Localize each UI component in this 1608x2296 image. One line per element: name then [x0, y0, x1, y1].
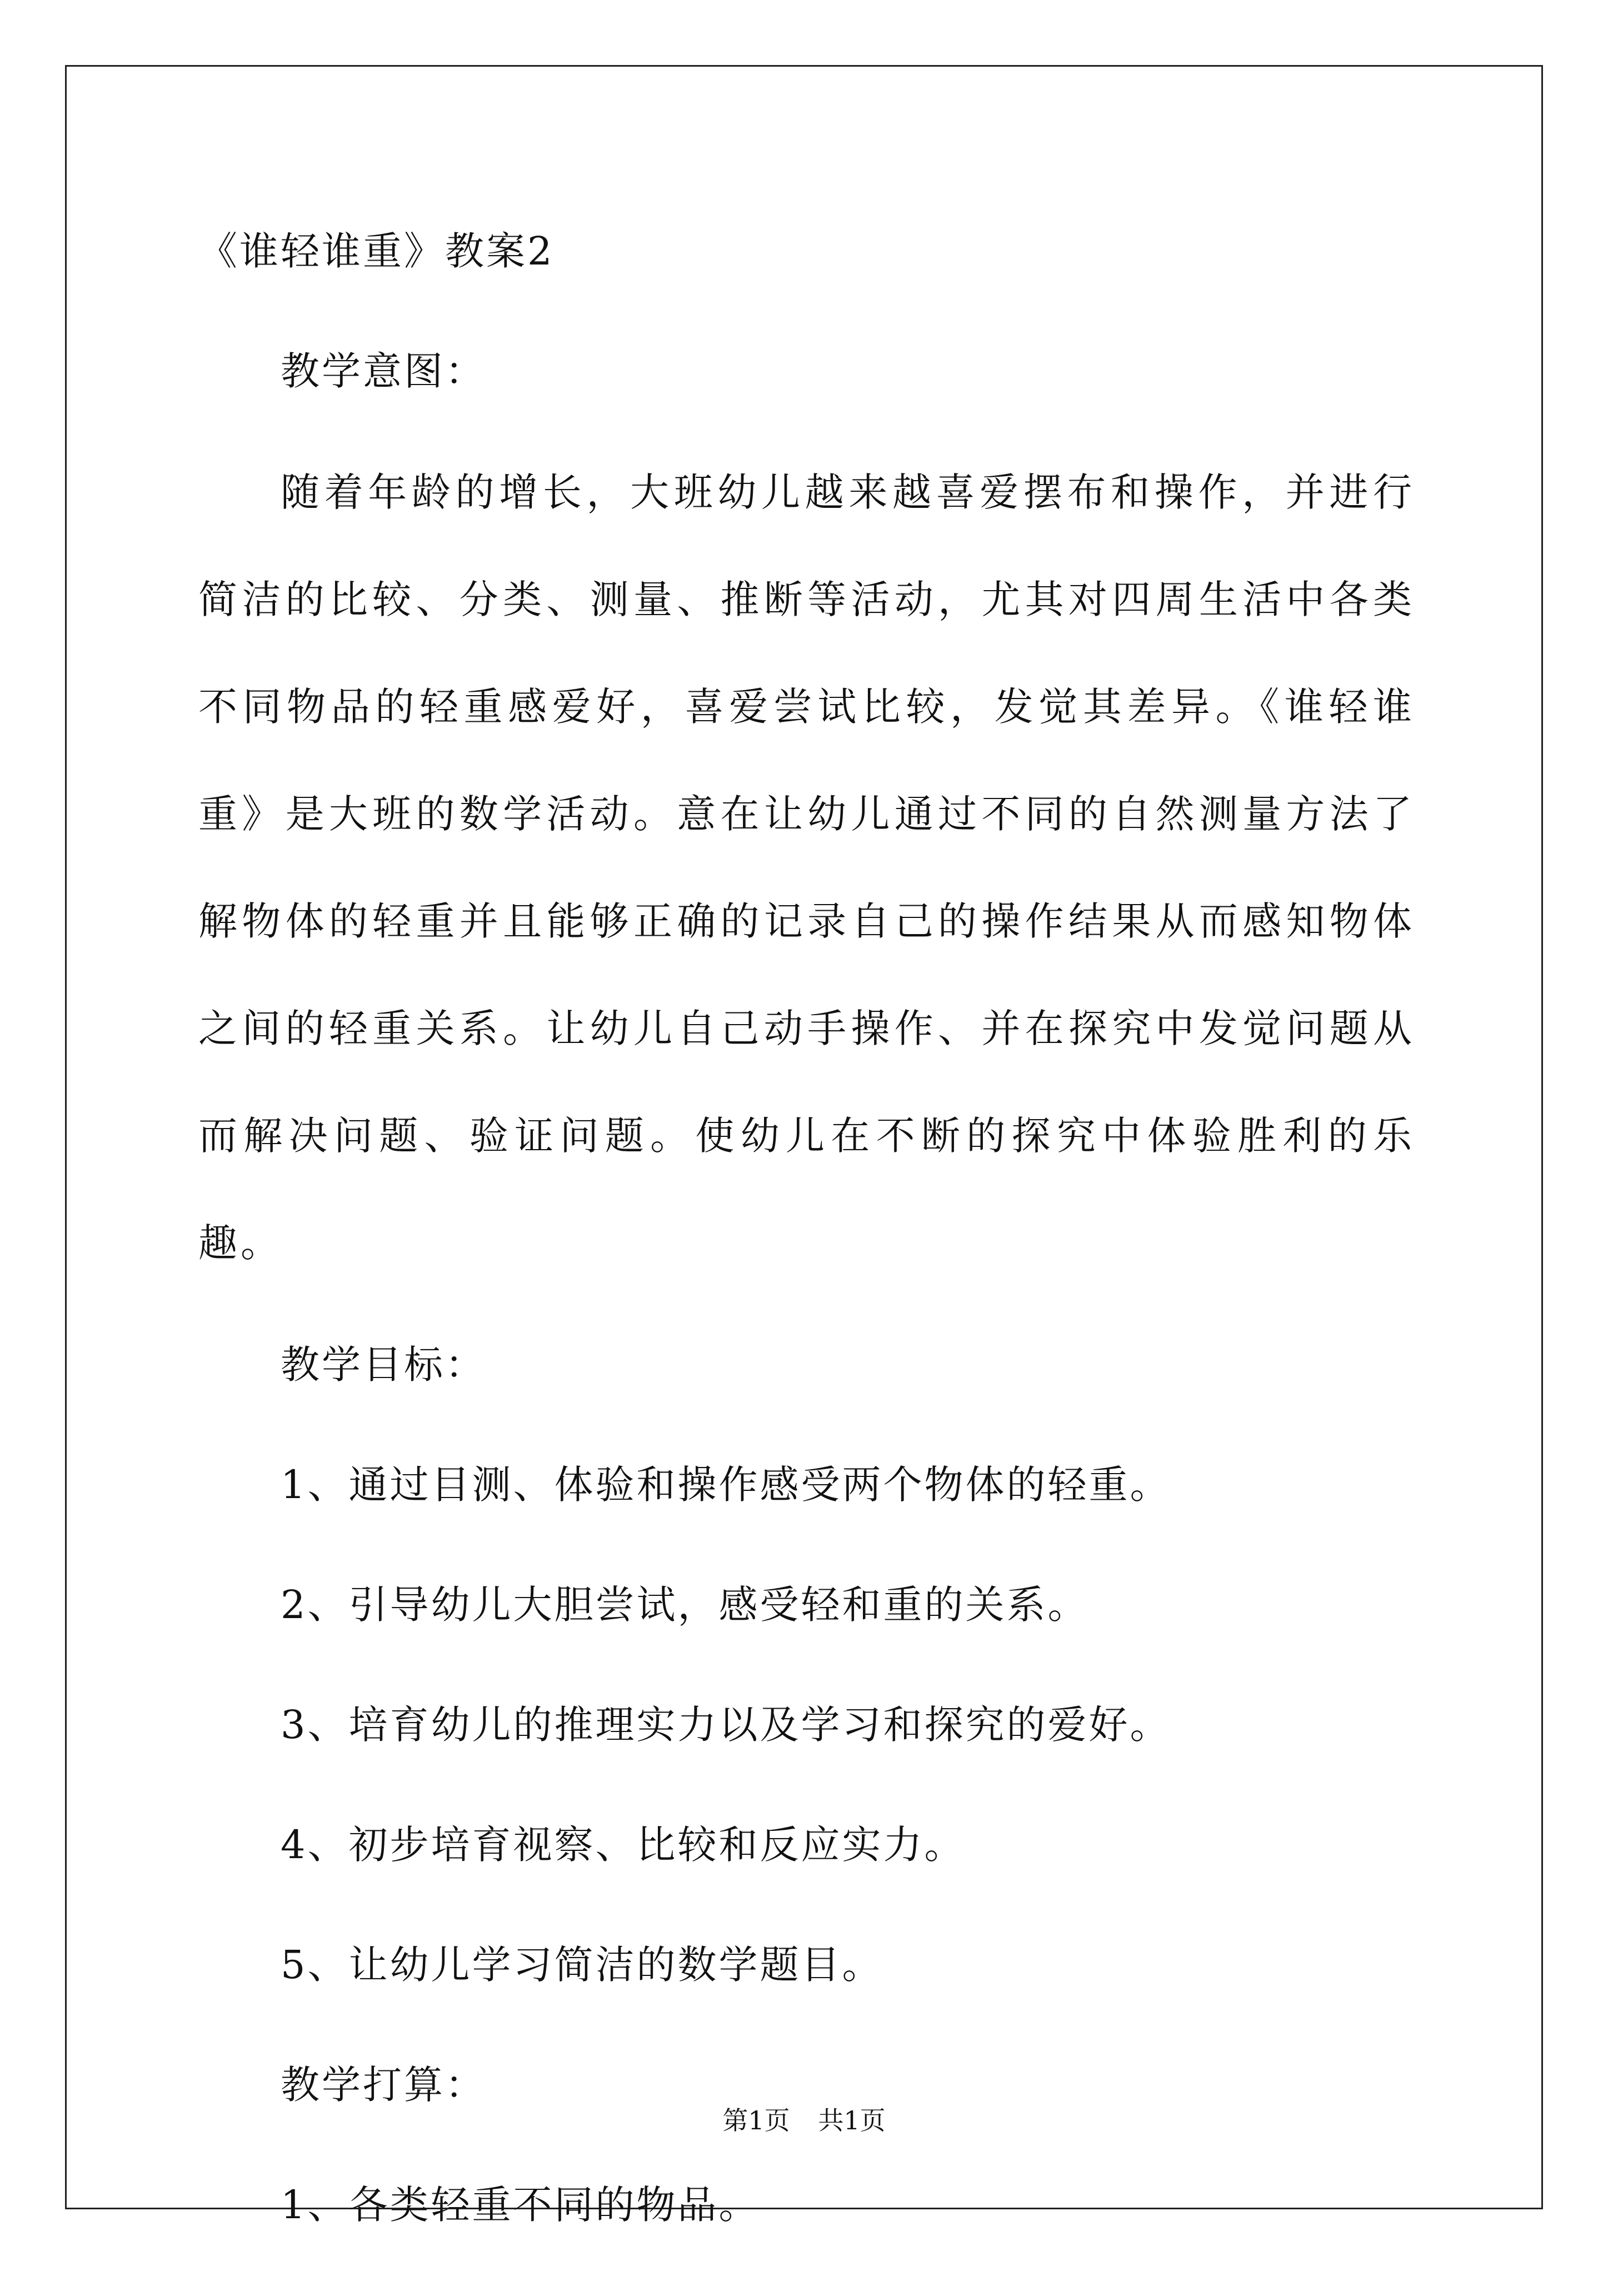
goal-item-5: 5、让幼儿学习简洁的数学题目。	[281, 1942, 883, 1988]
goals-heading: 教学目标：	[281, 1342, 486, 1387]
document-title: 《谁轻谁重》教案2	[198, 228, 555, 274]
prep-item-1: 1、各类轻重不同的物品。	[281, 2182, 760, 2228]
intent-paragraph: 随着年龄的增长，大班幼儿越来越喜爱摆布和操作，并进行简洁的比较、分类、测量、推断等活动，尤其对四周生活中各类不同物品的轻重感爱好，喜爱尝试比较，发觉其差异。《谁轻谁重》是大班的数学活动。意在让幼儿通过不同的自然测量方法了解物体的轻重并且能够正确的记录自己的操作结果从而感知物体之间的轻重关系。让幼儿自己动手操作、并在探究中发觉问题从而解决问题、验证问题。使幼儿在不断的探究中体验胜利的乐趣。	[198, 470, 1415, 1266]
goal-item-1: 1、通过目测、体验和操作感受两个物体的轻重。	[281, 1462, 1171, 1508]
page-number: 第1页	[722, 2105, 790, 2135]
document-body	[198, 222, 1415, 2296]
intent-heading: 教学意图：	[281, 348, 486, 394]
page-footer	[0, 2104, 1608, 2137]
goal-item-4: 4、初步培育视察、比较和反应实力。	[281, 1822, 966, 1868]
goal-item-2: 2、引导幼儿大胆尝试，感受轻和重的关系。	[281, 1582, 1089, 1628]
prep-heading: 教学打算：	[281, 2062, 486, 2108]
goal-item-3: 3、培育幼儿的推理实力以及学习和探究的爱好。	[281, 1702, 1171, 1748]
page-total: 共1页	[818, 2105, 886, 2135]
